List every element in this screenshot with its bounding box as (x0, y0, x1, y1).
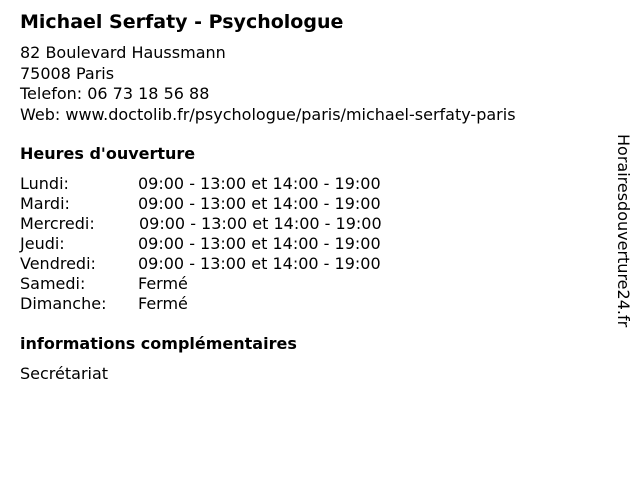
page-title: Michael Serfaty - Psychologue (20, 11, 344, 33)
watermark-text: Horairesdouverture24.fr (614, 134, 633, 328)
day-label: Mercredi: (20, 214, 95, 233)
hours-row-saturday (20, 274, 440, 294)
day-label: Mardi: (20, 194, 70, 213)
hours-value: Fermé (138, 274, 188, 293)
day-label: Jeudi: (20, 234, 65, 253)
watermark (611, 134, 635, 346)
hours-row-friday (20, 254, 440, 274)
day-label: Dimanche: (20, 294, 107, 313)
opening-hours-heading: Heures d'ouverture (20, 144, 196, 163)
hours-row-sunday (20, 294, 440, 314)
day-label: Samedi: (20, 274, 86, 293)
hours-value: 09:00 - 13:00 et 14:00 - 19:00 (138, 254, 381, 273)
day-label: Lundi: (20, 174, 69, 193)
hours-value: 09:00 - 13:00 et 14:00 - 19:00 (138, 194, 381, 213)
hours-value: 09:00 - 13:00 et 14:00 - 19:00 (138, 174, 381, 193)
hours-value: 09:00 - 13:00 et 14:00 - 19:00 (138, 234, 381, 253)
address-street: 82 Boulevard Haussmann (20, 43, 226, 62)
additional-info-text: Secrétariat (20, 364, 109, 383)
business-contact (20, 43, 516, 125)
opening-hours-list (20, 174, 440, 314)
hours-row-monday (20, 174, 440, 194)
website: Web: www.doctolib.fr/psychologue/paris/michael-serfaty-paris (20, 104, 516, 124)
additional-info-heading: informations complémentaires (20, 334, 297, 353)
hours-row-tuesday (20, 194, 440, 214)
hours-row-wednesday (20, 214, 440, 234)
day-label: Vendredi: (20, 254, 96, 273)
hours-row-thursday (20, 234, 440, 254)
hours-value: 09:00 - 13:00 et 14:00 - 19:00 (139, 214, 382, 233)
hours-value: Fermé (138, 294, 188, 313)
phone-number: Telefon: 06 73 18 56 88 (20, 84, 210, 103)
address-city: 75008 Paris (20, 63, 115, 83)
